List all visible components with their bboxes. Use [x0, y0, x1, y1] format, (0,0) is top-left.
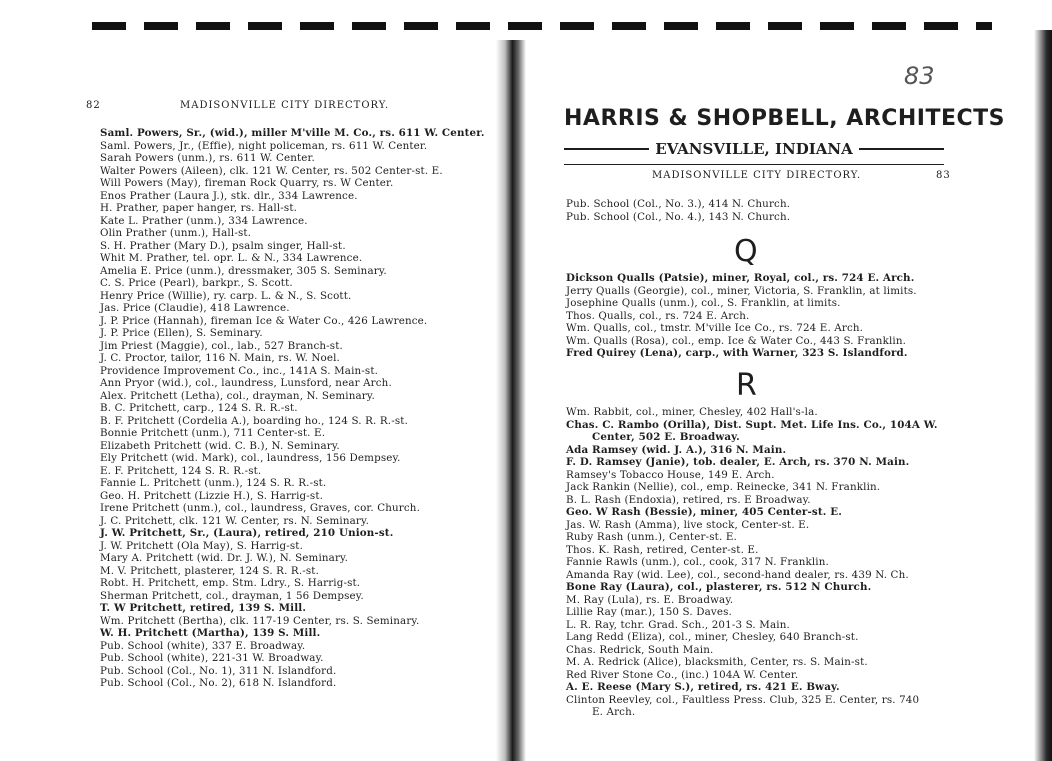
directory-entry: Pub. School (white), 337 E. Broadway.: [100, 639, 306, 652]
left-page-number: 82: [86, 100, 101, 111]
directory-entry: Pub. School (Col., No. 2), 618 N. Islandford.: [100, 677, 337, 689]
directory-entry: Ann Pryor (wid.), col., laundress, Lunsford, near Arch.: [100, 377, 392, 389]
right-top-entry-list: [566, 198, 790, 223]
directory-entry: J. P. Price (Hannah), fireman Ice & Water Co., 426 Lawrence.: [100, 314, 428, 327]
directory-entry: Jack Rankin (Nellie), col., emp. Reinecke, 341 N. Franklin.: [566, 481, 881, 493]
section-letter-q: Q: [734, 234, 758, 269]
directory-entry: Jas. W. Rash (Amma), live stock, Center-st. E.: [566, 518, 810, 531]
directory-entry: E. F. Pritchett, 124 S. R. R.-st.: [100, 464, 262, 477]
ad-rule-left: [564, 148, 649, 150]
left-entry-list: [100, 127, 485, 690]
directory-entry: J. W. Pritchett, Sr., (Laura), retired, 210 Union-st.: [100, 527, 394, 539]
directory-entry: Center, 502 E. Broadway.: [592, 431, 740, 443]
directory-entry: Pub. School (Col., No. 1), 311 N. Islandford.: [100, 664, 337, 677]
directory-entry: Providence Improvement Co., inc., 141A S. Main-st.: [100, 364, 379, 377]
directory-entry: Amelia E. Price (unm.), dressmaker, 305 S. Seminary.: [100, 264, 387, 277]
directory-entry: Irene Pritchett (unm.), col., laundress, Graves, cor. Church.: [100, 502, 420, 514]
handwritten-page-mark: 83: [904, 62, 935, 90]
ad-rule-right: [859, 148, 944, 150]
directory-entry: Wm. Qualls (Rosa), col., emp. Ice & Water Co., 443 S. Franklin.: [566, 334, 907, 347]
directory-entry: F. D. Ramsey (Janie), tob. dealer, E. Arch, rs. 370 N. Main.: [566, 456, 910, 468]
directory-entry: Whit M. Prather, tel. opr. L. & N., 334 Lawrence.: [100, 252, 363, 264]
directory-entry: Dickson Qualls (Patsie), miner, Royal, col., rs. 724 E. Arch.: [566, 272, 915, 284]
directory-entry: M. Ray (Lula), rs. E. Broadway.: [566, 593, 734, 606]
directory-entry: Pub. School (Col., No. 4.), 143 N. Church.: [566, 210, 791, 223]
directory-entry: Will Powers (May), fireman Rock Quarry, rs. W Center.: [100, 177, 394, 189]
section-letter-r: R: [736, 368, 757, 403]
directory-entry: J. P. Price (Ellen), S. Seminary.: [100, 327, 263, 339]
directory-entry: Ely Pritchett (wid. Mark), col., laundress, 156 Dempsey.: [100, 452, 401, 464]
directory-entry: Red River Stone Co., (inc.) 104A W. Center.: [566, 668, 799, 681]
book-spine-shadow: [496, 40, 526, 761]
directory-entry: Chas. C. Rambo (Orilla), Dist. Supt. Met. Life Ins. Co., 104A W.: [566, 418, 938, 431]
directory-entry: Jas. Price (Claudie), 418 Lawrence.: [100, 302, 290, 314]
directory-entry: Ada Ramsey (wid. J. A.), 316 N. Main.: [566, 443, 787, 456]
directory-entry: Jerry Qualls (Georgie), col., miner, Victoria, S. Franklin, at limits.: [566, 284, 917, 297]
directory-entry: Wm. Rabbit, col., miner, Chesley, 402 Hall's-la.: [566, 406, 818, 418]
left-page: [0, 0, 508, 761]
directory-entry: Enos Prather (Laura J.), stk. dlr., 334 Lawrence.: [100, 189, 358, 202]
directory-entry: Geo. W Rash (Bessie), miner, 405 Center-st. E.: [566, 506, 842, 518]
ad-subtitle: EVANSVILLE, INDIANA: [655, 140, 853, 158]
directory-entry: Elizabeth Pritchett (wid. C. B.), N. Seminary.: [100, 439, 340, 452]
directory-entry: Mary A. Pritchett (wid. Dr. J. W.), N. Seminary.: [100, 552, 349, 564]
directory-entry: Ruby Rash (unm.), Center-st. E.: [566, 531, 737, 543]
right-page-number: 83: [936, 170, 951, 181]
directory-entry: Amanda Ray (wid. Lee), col., second-hand dealer, rs. 439 N. Ch.: [566, 568, 909, 581]
directory-entry: Alex. Pritchett (Letha), col., drayman, N. Seminary.: [100, 389, 375, 402]
directory-entry: Henry Price (Willie), ry. carp. L. & N., S. Scott.: [100, 289, 352, 302]
directory-entry: Thos. K. Rash, retired, Center-st. E.: [566, 543, 759, 556]
directory-entry: Jim Priest (Maggie), col., lab., 527 Branch-st.: [100, 339, 343, 352]
directory-entry: Sherman Pritchett, col., drayman, 1 56 Dempsey.: [100, 589, 364, 602]
directory-entry: Lang Redd (Eliza), col., miner, Chesley, 640 Branch-st.: [566, 631, 859, 643]
directory-entry: Geo. H. Pritchett (Lizzie H.), S. Harrig-st.: [100, 489, 324, 502]
directory-entry: S. H. Prather (Mary D.), psalm singer, Hall-st.: [100, 239, 346, 252]
right-page: [524, 0, 1052, 761]
directory-entry: Bone Ray (Laura), col., plasterer, rs. 512 N Church.: [566, 581, 872, 593]
directory-entry: M. A. Redrick (Alice), blacksmith, Center, rs. S. Main-st.: [566, 656, 868, 668]
directory-entry: J. C. Proctor, tailor, 116 N. Main, rs. W. Noel.: [100, 352, 340, 364]
directory-entry: Josephine Qualls (unm.), col., S. Franklin, at limits.: [566, 297, 841, 309]
r-entry-list: [566, 406, 938, 719]
directory-entry: Wm. Qualls, col., tmstr. M'ville Ice Co., rs. 724 E. Arch.: [566, 322, 864, 334]
directory-entry: Wm. Pritchett (Bertha), clk. 117-19 Center, rs. S. Seminary.: [100, 614, 420, 627]
directory-entry: Saml. Powers, Jr., (Effie), night policeman, rs. 611 W. Center.: [100, 139, 428, 152]
directory-entry: L. R. Ray, tchr. Grad. Sch., 201-3 S. Main.: [566, 618, 790, 631]
right-running-head: MADISONVILLE CITY DIRECTORY.: [652, 170, 862, 181]
directory-entry: Walter Powers (Aileen), clk. 121 W. Center, rs. 502 Center-st. E.: [100, 164, 443, 177]
directory-entry: Ramsey's Tobacco House, 149 E. Arch.: [566, 468, 775, 481]
directory-entry: B. F. Pritchett (Cordelia A.), boarding ho., 124 S. R. R.-st.: [100, 414, 409, 427]
ad-subtitle-row: [564, 140, 944, 158]
directory-entry: Clinton Reevley, col., Faultless Press. Club, 325 E. Center, rs. 740: [566, 693, 920, 706]
directory-entry: B. L. Rash (Endoxia), retired, rs. E Broadway.: [566, 493, 811, 506]
directory-entry: Fannie L. Pritchett (unm.), 124 S. R. R.-st.: [100, 477, 327, 489]
directory-entry: C. S. Price (Pearl), barkpr., S. Scott.: [100, 277, 293, 289]
directory-entry: T. W Pritchett, retired, 139 S. Mill.: [100, 602, 307, 614]
directory-entry: J. C. Pritchett, clk. 121 W. Center, rs. N. Seminary.: [100, 514, 370, 527]
directory-entry: A. E. Reese (Mary S.), retired, rs. 421 E. Bway.: [566, 681, 840, 693]
directory-entry: B. C. Pritchett, carp., 124 S. R. R.-st.: [100, 402, 298, 414]
directory-entry: M. V. Pritchett, plasterer, 124 S. R. R.-st.: [100, 564, 320, 577]
directory-entry: Fred Quirey (Lena), carp., with Warner, 323 S. Islandford.: [566, 347, 908, 359]
directory-entry: Chas. Redrick, South Main.: [566, 643, 714, 656]
q-entry-list: [566, 272, 917, 360]
directory-entry: W. H. Pritchett (Martha), 139 S. Mill.: [100, 627, 321, 639]
directory-entry: E. Arch.: [592, 706, 636, 718]
directory-entry: Robt. H. Pritchett, emp. Stm. Ldry., S. Harrig-st.: [100, 577, 361, 589]
ad-divider: [564, 164, 944, 165]
directory-entry: Thos. Qualls, col., rs. 724 E. Arch.: [566, 309, 750, 322]
directory-entry: Pub. School (Col., No. 3.), 414 N. Church.: [566, 198, 791, 210]
directory-entry: Saml. Powers, Sr., (wid.), miller M'ville M. Co., rs. 611 W. Center.: [100, 127, 485, 139]
directory-entry: Fannie Rawls (unm.), col., cook, 317 N. Franklin.: [566, 556, 829, 568]
left-running-head: MADISONVILLE CITY DIRECTORY.: [180, 100, 390, 111]
directory-entry: Olin Prather (unm.), Hall-st.: [100, 227, 252, 239]
directory-entry: Bonnie Pritchett (unm.), 711 Center-st. E.: [100, 427, 326, 439]
directory-entry: Pub. School (white), 221-31 W. Broadway.: [100, 652, 324, 664]
ad-title: HARRIS & SHOPBELL, ARCHITECTS: [564, 106, 1006, 131]
directory-entry: Lillie Ray (mar.), 150 S. Daves.: [566, 606, 732, 618]
directory-entry: H. Prather, paper hanger, rs. Hall-st.: [100, 202, 298, 214]
directory-entry: Sarah Powers (unm.), rs. 611 W. Center.: [100, 152, 315, 164]
directory-entry: J. W. Pritchett (Ola May), S. Harrig-st.: [100, 539, 304, 552]
directory-entry: Kate L. Prather (unm.), 334 Lawrence.: [100, 214, 308, 227]
page-edge-shadow: [1034, 30, 1052, 761]
